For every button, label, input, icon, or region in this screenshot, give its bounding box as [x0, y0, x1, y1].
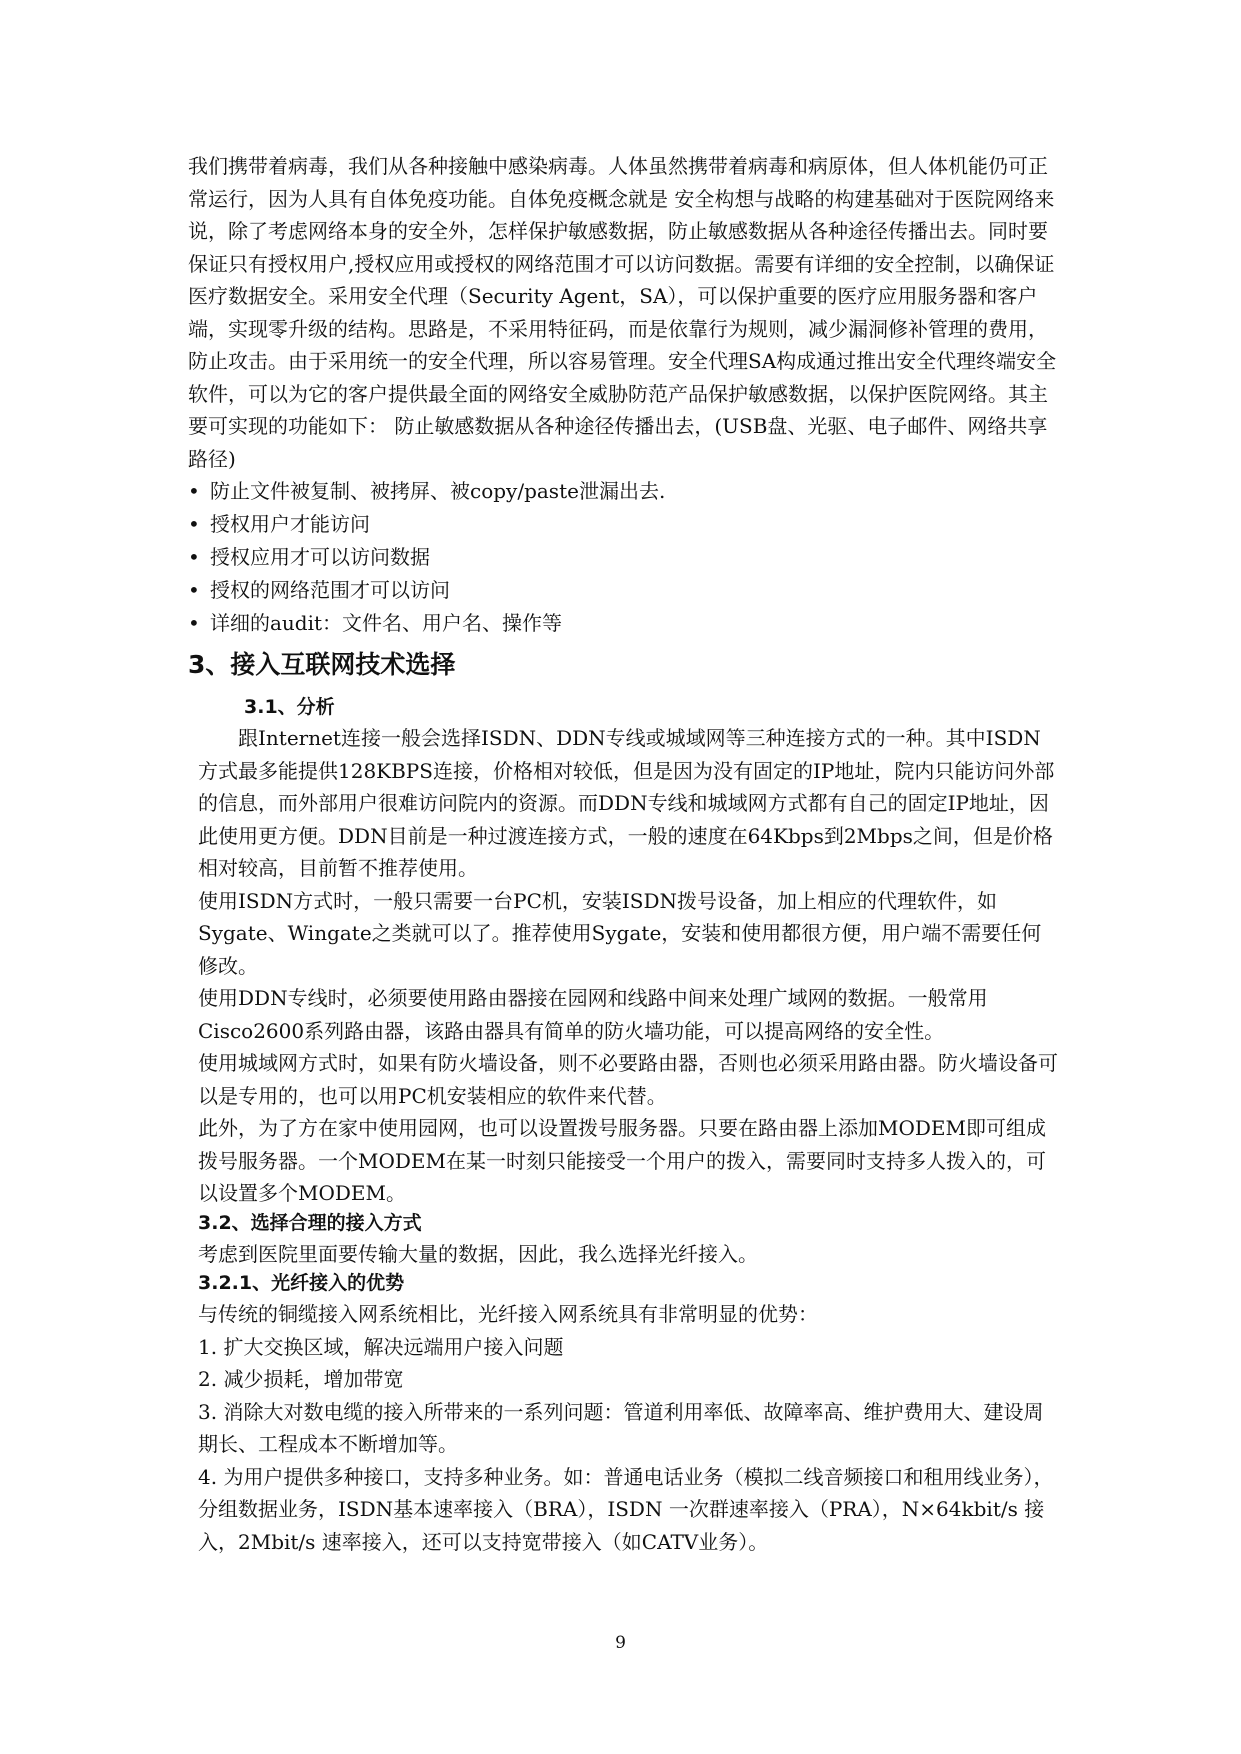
bullet-icon: • [188, 611, 200, 635]
page-content [188, 150, 1058, 1558]
bullet-icon: • [188, 479, 200, 503]
numbered-item: 3. 消除大对数电缆的接入所带来的一系列问题：管道利用率低、故障率高、维护费用大、建设周期长、工程成本不断增加等。 [198, 1399, 1044, 1456]
bullet-icon: • [188, 578, 200, 602]
list-item: • 详细的audit：文件名、用户名、操作等 [188, 607, 1058, 640]
section-3-1-paragraph: 使用DDN专线时，必须要使用路由器接在园网和线路中间来处理广域网的数据。一般常用Cisco2600系列路由器，该路由器具有简单的防火墙功能，可以提高网络的安全性。 [198, 986, 988, 1043]
section-3-2-1-heading: 3.2.1、光纤接入的优势 [198, 1272, 405, 1294]
section-3-2-1-intro: 与传统的铜缆接入网系统相比，光纤接入网系统具有非常明显的优势： [198, 1302, 818, 1326]
feature-list [188, 475, 1058, 640]
section-3-2-heading: 3.2、选择合理的接入方式 [198, 1211, 422, 1234]
numbered-item: 1. 扩大交换区域，解决远端用户接入问题 [198, 1334, 564, 1359]
numbered-item: 4. 为用户提供多种接口，支持多种业务。如：普通电话业务（模拟二线音频接口和租用线业务），分组数据业务，ISDN基本速率接入（BRA），ISDN 一次群速率接入（PRA），N×64kbit/s 接入，2Mbit/s 速率接入，还可以支持宽带接入（如CATV业务）。 [198, 1464, 1054, 1554]
section-3-1-paragraph: 使用城域网方式时，如果有防火墙设备，则不必要路由器，否则也必须采用路由器。防火墙设备可以是专用的，也可以用PC机安装相应的软件来代替。 [198, 1051, 1058, 1108]
bullet-icon: • [188, 545, 200, 569]
bullet-icon: • [188, 512, 200, 536]
section-3-1-paragraph: 使用ISDN方式时，一般只需要一台PC机，安装ISDN拨号设备，加上相应的代理软件，如Sygate、Wingate之类就可以了。推荐使用Sygate，安装和使用都很方便，用户端不需要任何修改。 [198, 888, 1042, 978]
section-3-1-paragraph: 此外，为了方在家中使用园网，也可以设置拨号服务器。只要在路由器上添加MODEM即可组成拨号服务器。一个MODEM在某一时刻只能接受一个用户的拨入，需要同时支持多人拨入的，可以设置多个MODEM。 [198, 1116, 1046, 1205]
section-3-1-paragraph: 跟Internet连接一般会选择ISDN、DDN专线或城域网等三种连接方式的一种。其中ISDN方式最多能提供128KBPS连接，价格相对较低，但是因为没有固定的IP地址，院内只能访问外部的信息，而外部用户很难访问院内的资源。而DDN专线和城域网方式都有自己的固定IP地址，因此使用更方便。DDN目前是一种过渡连接方式，一般的速度在64Kbps到2Mbps之间，但是价格相对较高，目前暂不推荐使用。 [198, 726, 1055, 880]
page-number: 9 [615, 1633, 626, 1653]
numbered-item: 2. 减少损耗，增加带宽 [198, 1367, 404, 1391]
list-item: • 授权应用才可以访问数据 [188, 541, 1058, 574]
list-item: • 授权用户才能访问 [188, 508, 1058, 541]
section-3-heading: 3、接入互联网技术选择 [188, 650, 456, 679]
list-item: • 授权的网络范围才可以访问 [188, 574, 1058, 607]
section-3-1-heading: 3.1、分析 [244, 696, 335, 718]
intro-paragraph: 我们携带着病毒，我们从各种接触中感染病毒。人体虽然携带着病毒和病原体，但人体机能仍可正常运行，因为人具有自体免疫功能。自体免疫概念就是 安全构想与战略的构建基础对于医院网络来说，除了考虑网络本身的安全外，怎样保护敏感数据，防止敏感数据从各种途径传播出去。同时要保证只有授权用户,授权应用或授权的网络范围才可以访问数据。需要有详细的安全控制，以确保证医疗数据安全。采用安全代理（Security Agent，SA），可以保护重要的医疗应用服务器和客户端，实现零升级的结构。思路是，不采用特征码，而是依靠行为规则，减少漏洞修补管理的费用，防止攻击。由于采用统一的安全代理，所以容易管理。安全代理SA构成通过推出安全代理终端安全软件，可以为它的客户提供最全面的网络安全威胁防范产品保护敏感数据，以保护医院网络。其主要可实现的功能如下： 防止敏感数据从各种途径传播出去，(USB盘、光驱、电子邮件、网络共享路径) [188, 154, 1057, 471]
section-3-2-paragraph: 考虑到医院里面要传输大量的数据，因此，我么选择光纤接入。 [198, 1241, 758, 1266]
list-item: • 防止文件被复制、被拷屏、被copy/paste泄漏出去. [188, 475, 1058, 508]
